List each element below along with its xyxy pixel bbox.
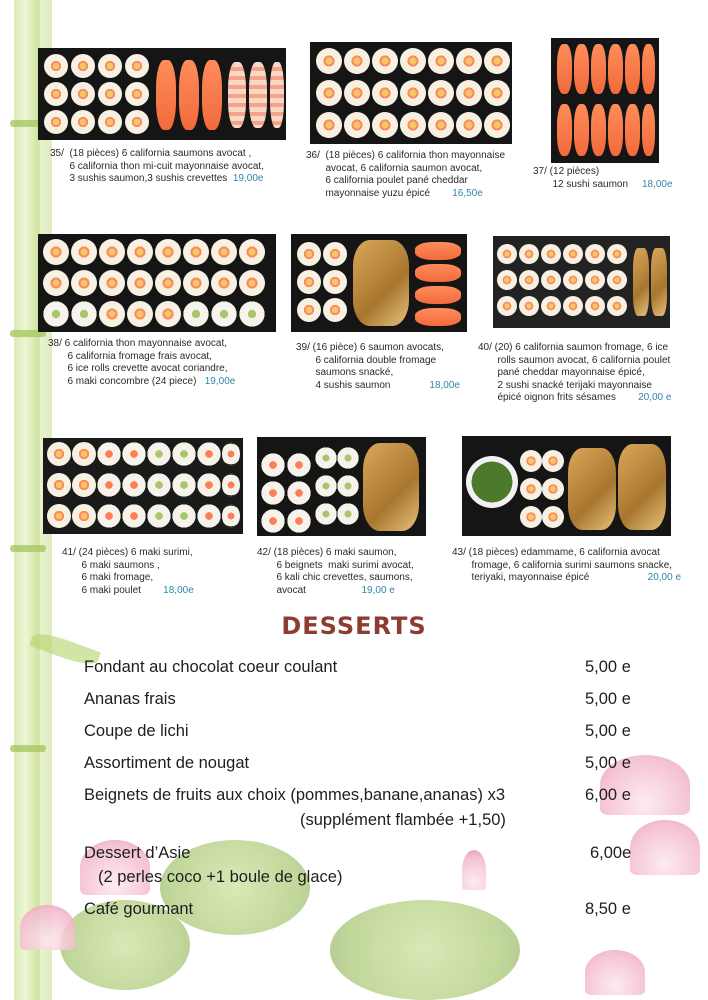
photo-set-43 <box>462 436 671 536</box>
photo-set-42 <box>257 437 426 536</box>
photo-set-36 <box>310 42 512 144</box>
dessert-note: (supplément flambée +1,50) <box>300 811 506 829</box>
photo-set-38 <box>38 234 276 332</box>
item-39-description: 39/ (16 pièce) 6 saumon avocats, 6 california double fromage saumons snacké, 4 sushis saumon 18,00e <box>296 342 460 391</box>
item-42-price: 19,00 e <box>361 584 395 596</box>
lotus-bud-illustration <box>462 850 486 890</box>
item-40-description: 40/ (20) 6 california saumon fromage, 6 ice rolls saumon avocat, 6 california poulet pané cheddar mayonnaise épicé, 2 sushi snacké terijaki mayonnaise épicé oignon frits sésames 20,00 e <box>478 342 672 403</box>
dessert-name: Assortiment de nougat <box>84 754 250 772</box>
item-43-price: 20,00 e <box>647 572 682 583</box>
item-39-price: 18,00e <box>429 379 460 391</box>
bamboo-node <box>10 745 46 752</box>
item-41-price: 18,00e <box>163 584 194 596</box>
dessert-price: 6,00 e <box>585 786 631 804</box>
dessert-name: Ananas frais <box>84 690 176 708</box>
item-41-description: 41/ (24 pièces) 6 maki surimi, 6 maki saumons , 6 maki fromage, 6 maki poulet 18,00e <box>62 547 194 596</box>
item-38-price: 19,00e <box>204 375 236 387</box>
lily-pad-illustration <box>330 900 520 1000</box>
lotus-flower-illustration <box>20 905 75 950</box>
photo-set-39 <box>291 234 467 332</box>
photo-set-35 <box>38 48 286 140</box>
desserts-title: DESSERTS <box>281 612 427 640</box>
item-42-description: 42/ (18 pièces) 6 maki saumon, 6 beignets maki surimi avocat, 6 kali chic crevettes, saumons, avocat 19,00 e <box>257 547 414 596</box>
dessert-price: 5,00 e <box>585 690 631 708</box>
bamboo-node <box>10 545 46 552</box>
item-40-price: 20,00 e <box>638 392 672 403</box>
dessert-name: Dessert d’Asie <box>84 844 191 862</box>
dessert-name: Café gourmant <box>84 900 194 918</box>
dessert-name: Fondant au chocolat coeur coulant <box>84 658 338 676</box>
dessert-name: Coupe de lichi <box>84 722 189 740</box>
dessert-price: 8,50 e <box>585 900 631 918</box>
item-35-description: 35/ (18 pièces) 6 california saumons avocat , 6 california thon mi-cuit mayonnaise avocat, 3 sushis saumon,3 sushis crevettes 19,00e <box>50 148 264 184</box>
dessert-price: 5,00 e <box>585 722 631 740</box>
item-35-price: 19,00e <box>232 173 264 184</box>
dessert-price: 5,00 e <box>585 658 631 676</box>
photo-set-40 <box>493 236 670 328</box>
dessert-price: 6,00e <box>590 844 632 862</box>
item-36-description: 36/ (18 pièces) 6 california thon mayonnaise avocat, 6 california saumon avocat, 6 california poulet pané cheddar mayonnaise yuzu épicé 16,50e <box>306 150 506 199</box>
lotus-flower-illustration <box>585 950 645 995</box>
photo-set-41 <box>43 438 243 534</box>
photo-set-37 <box>551 38 659 163</box>
dessert-note: (2 perles coco +1 boule de glace) <box>98 868 343 886</box>
dessert-name: Beignets de fruits aux choix (pommes,banane,ananas) x3 <box>84 786 505 804</box>
item-37-description: 37/ (12 pièces) 12 sushi saumon 18,00e <box>533 166 673 190</box>
item-43-description: 43/ (18 pièces) edammame, 6 california avocat fromage, 6 california surimi saumons snacke, teriyaki, mayonnaise épicé 20,00 e <box>452 547 682 583</box>
bamboo-decoration <box>14 0 40 1000</box>
lotus-flower-illustration <box>630 820 700 875</box>
item-36-price: 16,50e <box>452 187 483 199</box>
dessert-price: 5,00 e <box>585 754 631 772</box>
item-38-description: 38/ 6 california thon mayonnaise avocat, 6 california fromage frais avocat, 6 ice rolls crevette avocat coriandre, 6 maki concombre (24 piece) 19,00e <box>48 338 236 387</box>
item-37-price: 18,00e <box>641 178 673 190</box>
